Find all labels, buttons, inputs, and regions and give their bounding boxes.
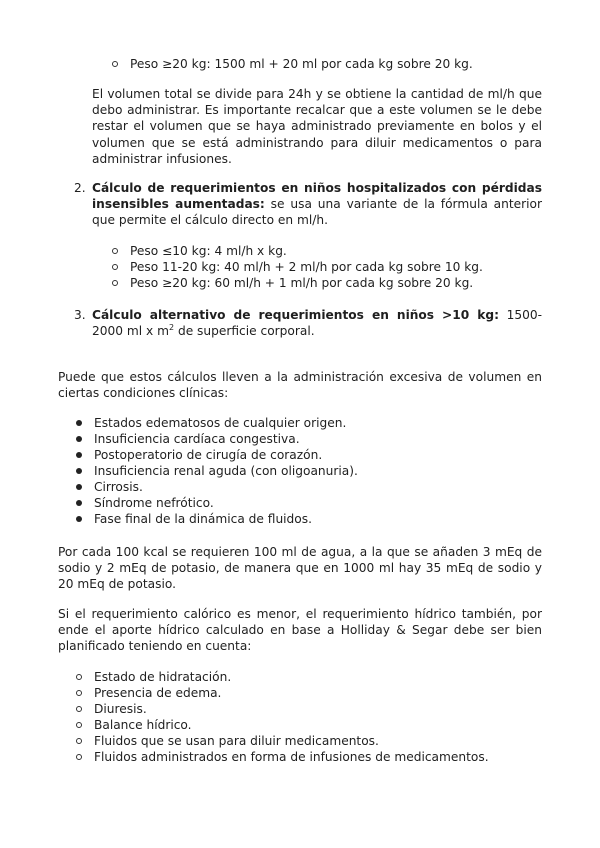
bullet-icon: [76, 500, 82, 506]
hollow-bullet-icon: [112, 280, 118, 286]
hollow-bullet-icon: [112, 264, 118, 270]
bullet-icon: [76, 452, 82, 458]
bullet-icon: [76, 436, 82, 442]
item-2-text: se usa una variante de la fórmula anterior que permite el cálculo directo en ml/h.: [92, 197, 542, 228]
hollow-bullet-icon: [76, 738, 82, 744]
item-2-subitems: Peso ≤10 kg: 4 ml/h x kg. Peso 11-20 kg: 40 ml/h + 2 ml/h por cada kg sobre 10 kg. Peso ≥20 kg: 60 ml/h + 1 ml/h por cada kg sobre 20 kg.: [112, 243, 532, 293]
caloric-paragraph: Si el requerimiento calórico es menor, el requerimiento hídrico también, por ende el aporte hídrico calculado en base a Holliday & Segar debe ser bien planificado teniendo en cuenta:: [58, 607, 542, 654]
conditions-list: Estados edematosos de cualquier origen. Insuficiencia cardíaca congestiva. Postoperatorio de cirugía de corazón. Insuficiencia renal aguda (con oligoanuria). Cirrosis. Síndrome nefrótico. Fase final de la dinámica de fluidos.: [76, 415, 516, 531]
bullet-icon: [76, 468, 82, 474]
item-2-heading: Cálculo de requerimientos en niños hospitalizados con pérdidas insensibles aumentadas:: [92, 181, 542, 212]
considerations-list: Estado de hidratación. Presencia de edema. Diuresis. Balance hídrico. Fluidos que se usan para diluir medicamentos. Fluidos administrados en forma de infusiones de medicamentos.: [76, 669, 536, 769]
kcal-paragraph: Por cada 100 kcal se requieren 100 ml de agua, a la que se añaden 3 mEq de sodio y 2 mEq de potasio, de manera que en 1000 ml hay 35 mEq de sodio y 20 mEq de potasio.: [58, 545, 542, 592]
volume-paragraph: El volumen total se divide para 24h y se obtiene la cantidad de ml/h que debo administrar. Es importante recalcar que a este volumen se le debe restar el volumen que se haya administrado previamente en bolos y el volumen que se está administrando para diluir medicamentos o para administrar infusiones.: [92, 87, 542, 166]
hollow-bullet-icon: [76, 754, 82, 760]
item-number: 3.: [74, 308, 86, 322]
hollow-bullet-icon: [76, 690, 82, 696]
hollow-bullet-icon: [76, 722, 82, 728]
numbered-item-2: [74, 180, 542, 229]
bullet-icon: [76, 484, 82, 490]
bullet-icon: [76, 516, 82, 522]
excess-paragraph: Puede que estos cálculos lleven a la administración excesiva de volumen en ciertas condiciones clínicas:: [58, 370, 542, 401]
hollow-bullet-icon: [76, 706, 82, 712]
item-number: 2.: [74, 181, 86, 195]
item-3-heading: Cálculo alternativo de requerimientos en niños >10 kg:: [92, 308, 499, 322]
hollow-bullet-icon: [112, 248, 118, 254]
numbered-item-3: 3. Cálculo alternativo de requerimientos en niños >10 kg: 1500-2000 ml x $m^2$ de superficie corporal.: [74, 308, 542, 339]
bullet-icon: [76, 420, 82, 426]
hollow-bullet-icon: [112, 61, 118, 67]
hollow-bullet-icon: [76, 674, 82, 680]
